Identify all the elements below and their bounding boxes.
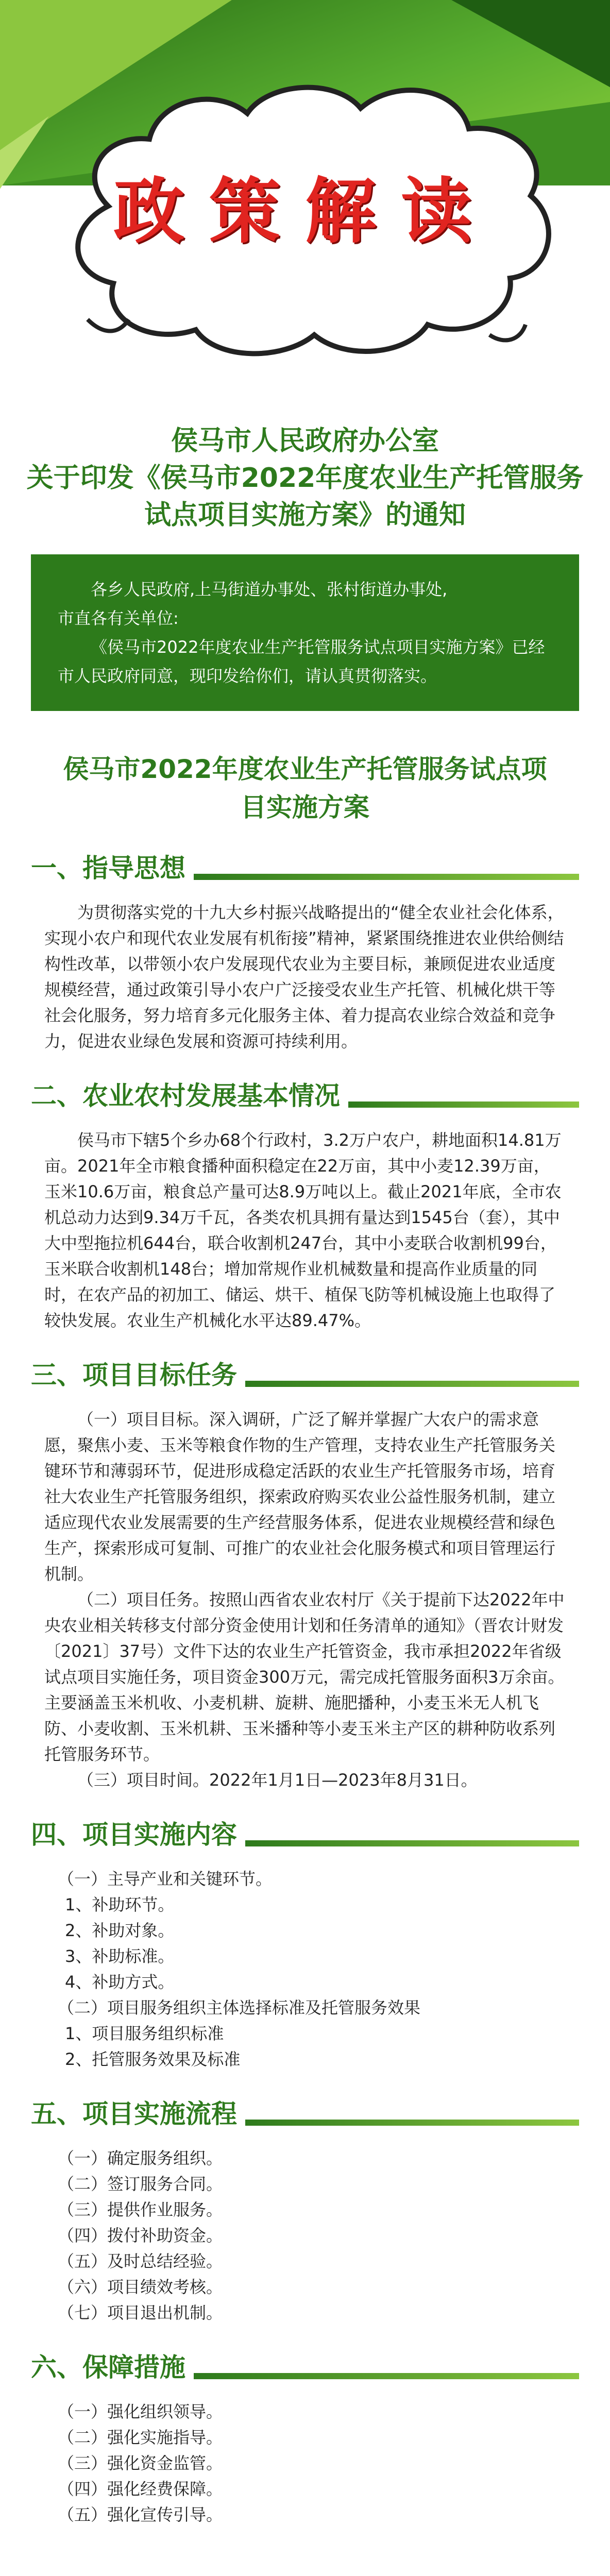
section-title: 一、指导思想 xyxy=(31,853,185,883)
notice-title-line-2: 关于印发《侯马市2022年度农业生产托管服务 xyxy=(26,463,584,494)
section-paragraph: 侯马市下辖5个乡办68个行政村，3.2万户农户，耕地面积14.81万亩。2021年全市粮食播种面积稳定在22万亩，其中小麦12.39万亩，玉米10.6万亩，粮食总产量可达8.9万吨以上。截止2021年底，全市农机总动力达到9.34万千瓦，各类农机具拥有量达到1545台（套），其中大中型拖拉机644台，联合收割机247台，其中小麦联合收割机99台，玉米联合收割机148台；增加常规作业机械数量和提高作业质量的同时，在农产品的初加工、储运、烘干、植保飞防等机械设施上也取得了较快发展。农业生产机械化水平达89.47%。 xyxy=(44,1130,562,1330)
list-item: （三）提供作业服务。 xyxy=(58,2200,223,2219)
list-item: （六）项目绩效考核。 xyxy=(58,2277,223,2297)
notice-title-line-1: 侯马市人民政府办公室 xyxy=(171,426,439,456)
section-divider xyxy=(245,1840,579,1846)
section-paragraph: （三）项目时间。2022年1月1日—2023年8月31日。 xyxy=(77,1770,478,1790)
notice-salutation-2: 市直各有关单位: xyxy=(58,608,179,628)
list-item: （五）及时总结经验。 xyxy=(58,2251,223,2271)
list-item: 1、项目服务组织标准 xyxy=(65,2024,224,2043)
list-item: （一）强化组织领导。 xyxy=(58,2402,223,2421)
section-divider xyxy=(194,874,579,880)
list-item: 2、托管服务效果及标准 xyxy=(65,2049,241,2069)
section-implementation-content xyxy=(31,1817,579,2072)
notice-salutation: 各乡人民政府,上马街道办事处、张村街道办事处, xyxy=(91,580,448,599)
section-title: 三、项目目标任务 xyxy=(31,1360,237,1390)
list-item: 2、补助对象。 xyxy=(65,1921,175,1940)
section-paragraph: （二）项目任务。按照山西省农业农村厅《关于提前下达2022年中央农业相关转移支付部分资金使用计划和任务清单的通知》（晋农计财发〔2021〕37号）文件下达的农业生产托管资金，我市承担2022年省级试点项目实施任务，项目资金300万元，需完成托管服务面积3万余亩。主要涵盖玉米机收、小麦机耕、旋耕、施肥播种，小麦玉米无人机飞防、小麦收割、玉米机耕、玉米播种等小麦玉米主产区的耕种防收系列托管服务环节。 xyxy=(44,1590,565,1764)
section-basic-situation xyxy=(31,1078,579,1333)
section-guiding-thought xyxy=(31,850,579,1054)
section-title: 五、项目实施流程 xyxy=(31,2099,237,2129)
banner-title: 政策解读 xyxy=(113,169,497,253)
section-divider xyxy=(245,2120,579,2126)
section-title: 四、项目实施内容 xyxy=(31,1820,237,1850)
section-paragraph: （一）项目目标。深入调研，广泛了解并掌握广大农户的需求意愿，聚焦小麦、玉米等粮食作物的生产管理，支持农业生产托管服务关键环节和薄弱环节，促进形成稳定活跃的农业生产托管服务市场，培育社大农业生产托管服务组织，探索政府购买农业公益性服务机制，建立适应现代农业发展需要的生产经营服务体系，促进农业规模经营和绿色生产，探索形成可复制、可推广的农业社会化服务模式和项目管理运行机制。 xyxy=(44,1410,556,1584)
banner-header xyxy=(0,0,610,402)
list-item: （二）项目服务组织主体选择标准及托管服务效果 xyxy=(58,1998,421,2018)
list-item: （四）强化经费保障。 xyxy=(58,2479,223,2499)
list-item: 3、补助标准。 xyxy=(65,1946,175,1966)
section-title: 六、保障措施 xyxy=(31,2352,185,2382)
section-divider xyxy=(348,1101,579,1108)
list-item: （一）主导产业和关键环节。 xyxy=(58,1869,273,1889)
section-title: 二、农业农村发展基本情况 xyxy=(31,1081,340,1111)
section-divider xyxy=(245,1381,579,1387)
section-project-goals xyxy=(31,1357,579,1793)
plan-title: 侯马市2022年度农业生产托管服务试点项目实施方案 xyxy=(63,754,547,822)
list-item: （七）项目退出机制。 xyxy=(58,2303,223,2323)
section-divider xyxy=(194,2373,579,2379)
notice-box xyxy=(31,554,579,711)
list-item: （五）强化宣传引导。 xyxy=(58,2505,223,2524)
notice-title-line-3: 试点项目实施方案》的通知 xyxy=(144,500,466,531)
section-implementation-process xyxy=(31,2096,579,2326)
list-item: （二）强化实施指导。 xyxy=(58,2428,223,2447)
list-item: （三）强化资金监管。 xyxy=(58,2453,223,2473)
section-safeguards xyxy=(31,2349,579,2528)
list-item: （一）确定服务组织。 xyxy=(58,2148,223,2168)
notice-body: 《侯马市2022年度农业生产托管服务试点项目实施方案》已经市人民政府同意，现印发给你们，请认真贯彻落实。 xyxy=(58,637,545,686)
section-paragraph: 为贯彻落实党的十九大乡村振兴战略提出的“健全农业社会化体系，实现小农户和现代农业发展有机衔接”精神，紧紧围绕推进农业供给侧结构性改革，以带领小农户发展现代农业为主要目标，兼顾促进农业适度规模经营，通过政策引导小农户广泛接受农业生产托管、机械化烘干等社会化服务，努力培育多元化服务主体、着力提高农业综合效益和竞争力，促进农业绿色发展和资源可持续利用。 xyxy=(44,903,564,1051)
list-item: 4、补助方式。 xyxy=(65,1972,175,1992)
notice-title xyxy=(0,422,610,534)
list-item: （二）签订服务合同。 xyxy=(58,2174,223,2194)
list-item: （四）拨付补助资金。 xyxy=(58,2226,223,2245)
list-item: 1、补助环节。 xyxy=(65,1895,175,1914)
